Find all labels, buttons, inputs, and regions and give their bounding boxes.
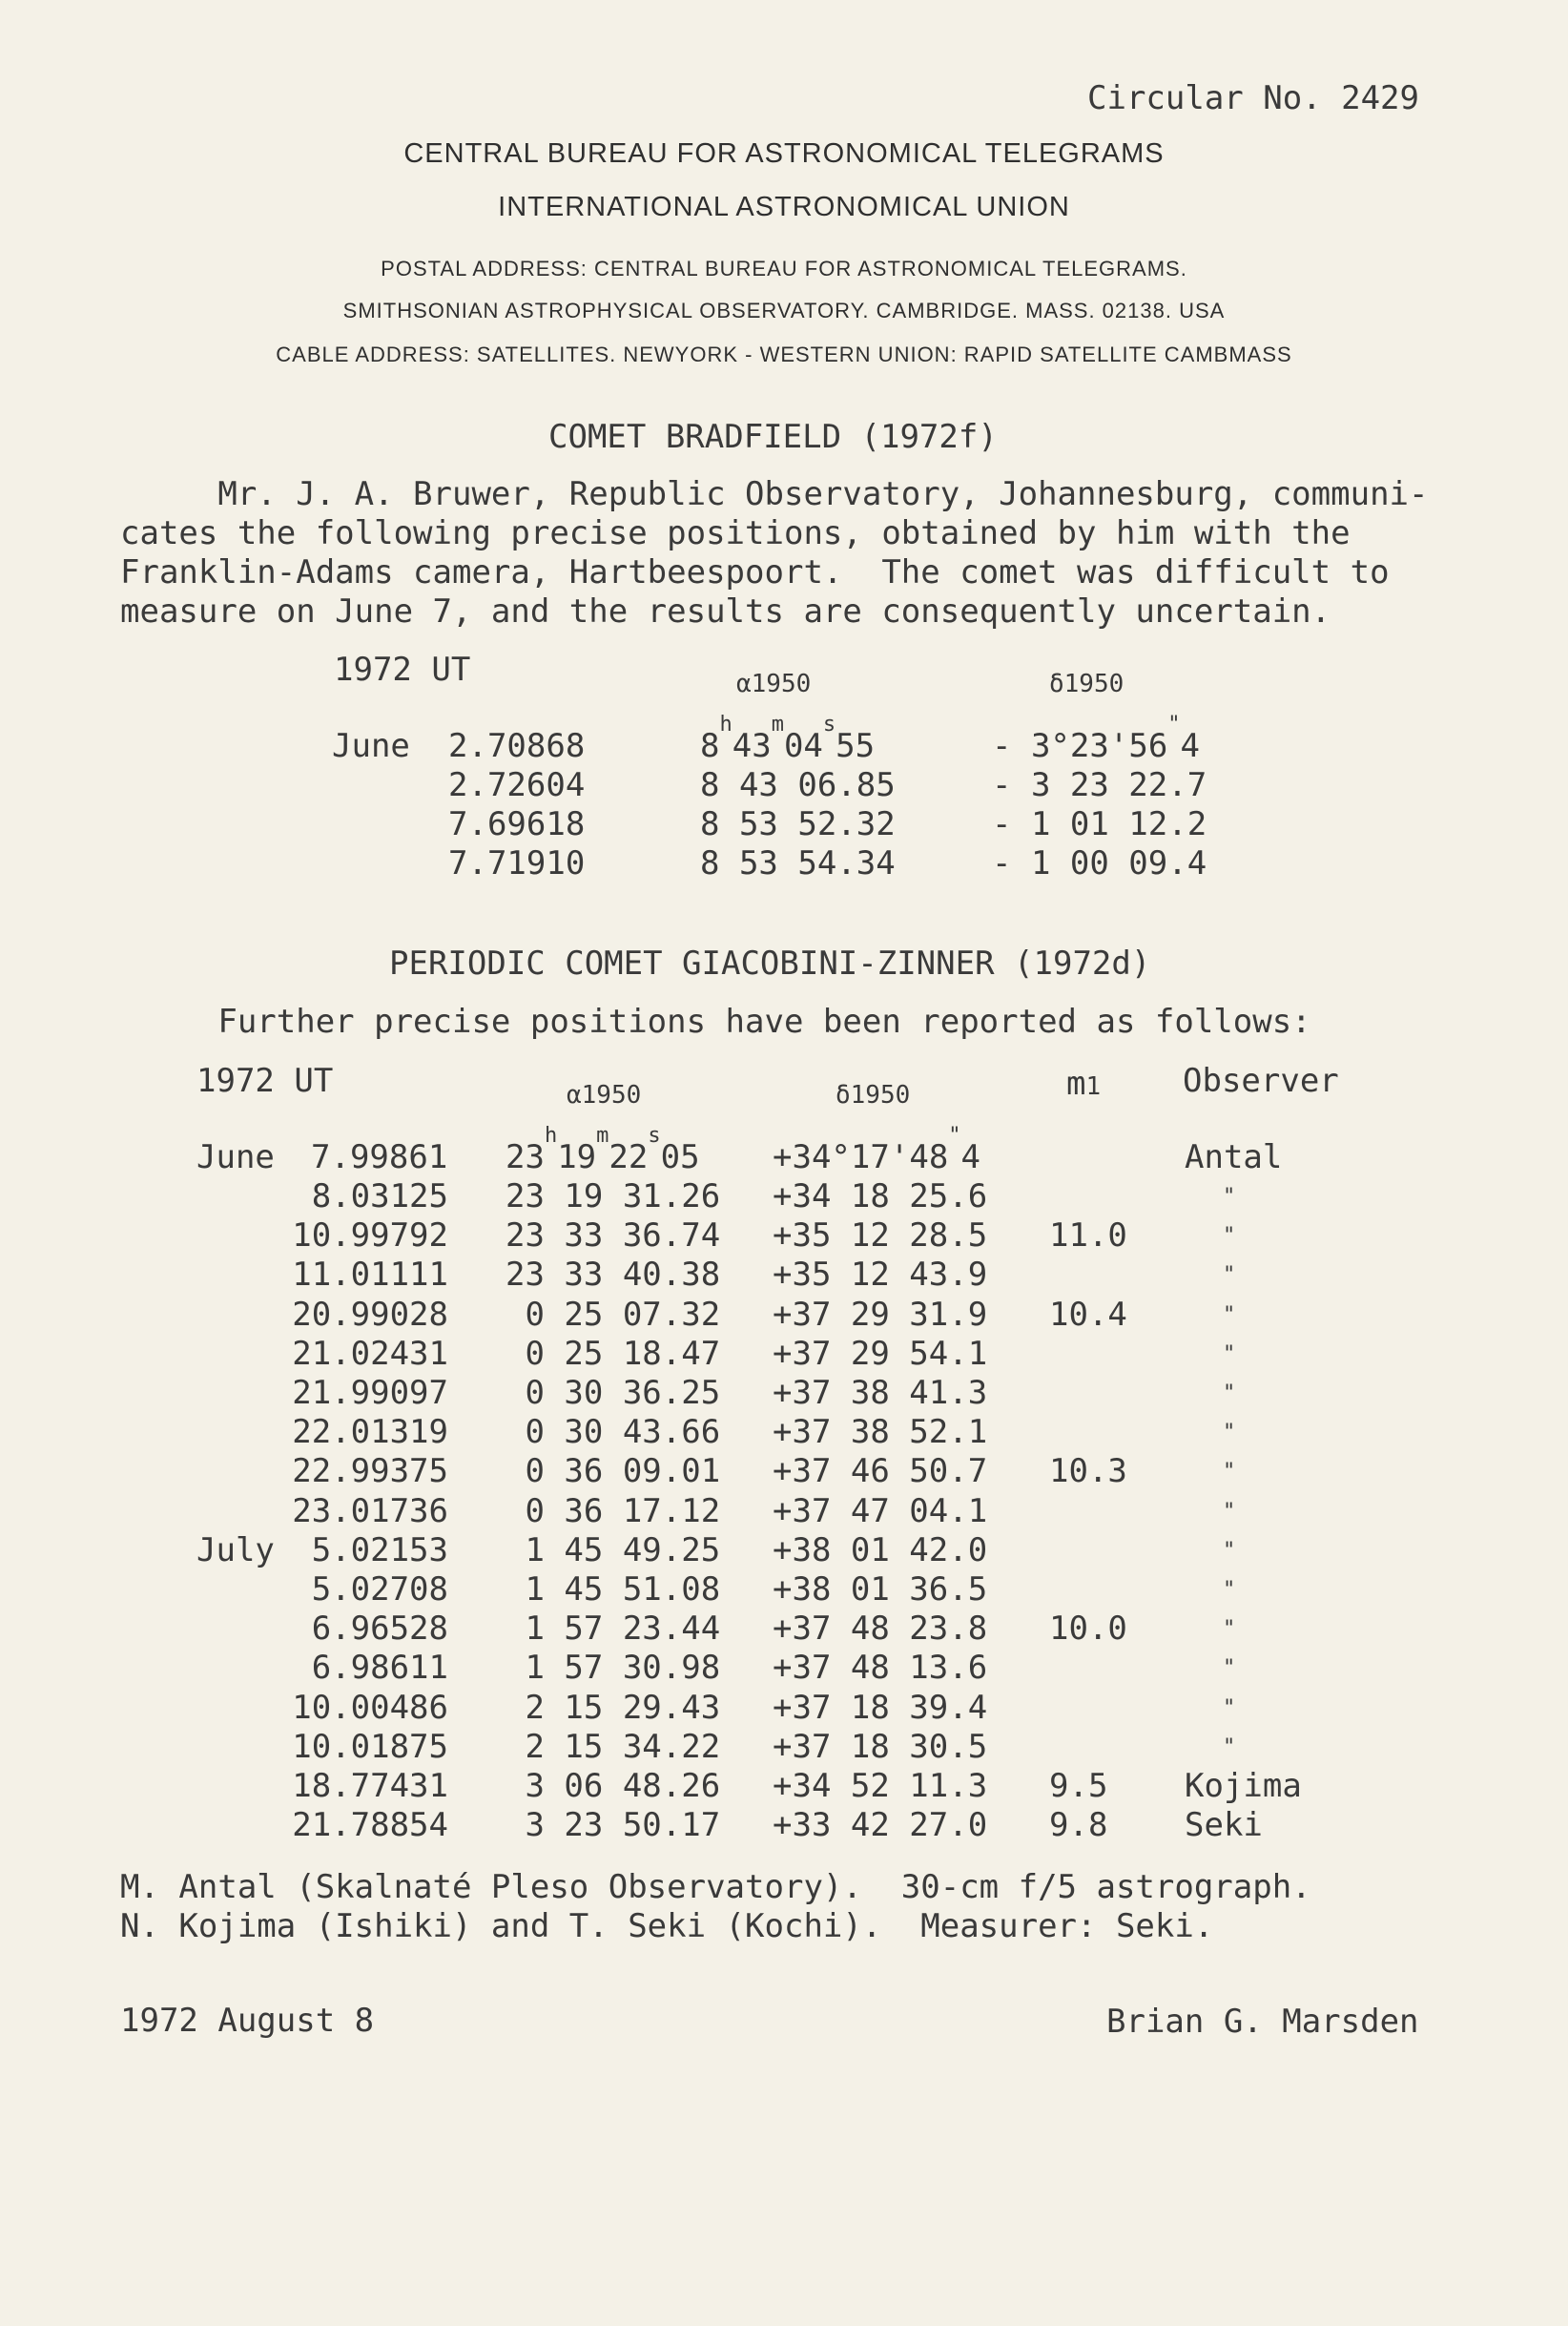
bradfield-row: 7.69618 8 53 52.32 - 1 01 12.2 [448, 805, 1207, 843]
row-observer: " [1223, 1342, 1236, 1366]
postal-address: POSTAL ADDRESS: CENTRAL BUREAU FOR ASTRONOMICAL TELEGRAMS. [381, 257, 1187, 280]
row-date: 5.02153 [311, 1531, 448, 1569]
giacobini-row [0, 1728, 1568, 1767]
org-title: CENTRAL BUREAU FOR ASTRONOMICAL TELEGRAMS [403, 138, 1165, 169]
row-ra: 0 25 18.47 [505, 1335, 721, 1373]
row-dec: +37 48 13.6 [773, 1649, 988, 1687]
bradfield-col-time: 1972 UT [334, 651, 471, 689]
observer-note-kojima-seki: N. Kojima (Ishiki) and T. Seki (Kochi). Measurer: Seki. [120, 1907, 1214, 1945]
row-observer: " [1223, 1735, 1236, 1759]
row-date: 10.01875 [292, 1728, 448, 1766]
row-dec: +37 47 04.1 [773, 1492, 988, 1530]
row-date: 18.77431 [292, 1767, 448, 1805]
row-ra: 23 19 31.26 [505, 1177, 721, 1215]
observer-note-antal: M. Antal (Skalnaté Pleso Observatory). 30-cm f/5 astrograph. [120, 1868, 1311, 1906]
giacobini-row [0, 1177, 1568, 1216]
row-dec: +33 42 27.0 [773, 1806, 988, 1844]
giacobini-title: PERIODIC COMET GIACOBINI-ZINNER (1972d) [389, 945, 1151, 983]
row-observer: Kojima [1185, 1767, 1302, 1805]
row-mag: 9.8 [1049, 1806, 1108, 1844]
row-observer: Seki [1185, 1806, 1263, 1844]
row-date: 6.98611 [311, 1649, 448, 1687]
giacobini-row: June 7.99861 23$^h$19$^m$22$^s$05 +34°17'48"4 Antal [196, 1124, 1283, 1176]
bradfield-col-alpha: α1950 [736, 670, 812, 698]
giacobini-col-mag: m1 [1066, 1065, 1102, 1103]
row-observer: " [1223, 1303, 1236, 1327]
row-observer: " [1223, 1578, 1236, 1602]
row-ra: 23 33 40.38 [505, 1256, 721, 1294]
giacobini-row [0, 1570, 1568, 1610]
row-date: 22.01319 [292, 1413, 448, 1451]
bradfield-col-delta: δ1950 [1049, 670, 1124, 698]
row-ra: 3 06 48.26 [505, 1767, 721, 1805]
row-month: July [196, 1531, 275, 1569]
row-ra: 1 57 30.98 [505, 1649, 721, 1687]
row-observer: " [1223, 1224, 1236, 1248]
row-ra: 2 15 29.43 [505, 1689, 721, 1727]
row-ra: 23 33 36.74 [505, 1216, 721, 1255]
row-date: 22.99375 [292, 1452, 448, 1490]
row-dec: +34 52 11.3 [773, 1767, 988, 1805]
giacobini-col-alpha: α1950 [567, 1081, 642, 1110]
row-observer: " [1223, 1421, 1236, 1444]
row-ra: 1 45 51.08 [505, 1570, 721, 1609]
giacobini-col-delta: δ1950 [836, 1081, 911, 1110]
row-ra: 0 36 17.12 [505, 1492, 721, 1530]
row-dec: +35 12 43.9 [773, 1256, 988, 1294]
row-ra: 0 30 43.66 [505, 1413, 721, 1451]
row-dec: +37 38 41.3 [773, 1374, 988, 1412]
giacobini-row [0, 1452, 1568, 1491]
row-observer: " [1223, 1539, 1236, 1563]
giacobini-col-observer: Observer [1183, 1062, 1339, 1100]
row-observer: " [1223, 1696, 1236, 1720]
row-ra: 3 23 50.17 [505, 1806, 721, 1844]
bradfield-row: 7.71910 8 53 54.34 - 1 00 09.4 [448, 844, 1207, 883]
row-mag: 11.0 [1049, 1216, 1127, 1255]
giacobini-dec-first: +34°17'48"4 [773, 1124, 981, 1176]
circular-number: Circular No. 2429 [1087, 79, 1419, 117]
row-ra: 1 45 49.25 [505, 1531, 721, 1569]
row-dec: +35 12 28.5 [773, 1216, 988, 1255]
row-mag: 10.4 [1049, 1296, 1127, 1334]
row-dec: +37 29 54.1 [773, 1335, 988, 1373]
giacobini-row [0, 1767, 1568, 1806]
row-date: 23.01736 [292, 1492, 448, 1530]
giacobini-row [0, 1531, 1568, 1570]
bradfield-dec-first: - 3°23'56"4 [992, 713, 1201, 765]
bradfield-row: 2.72604 8 43 06.85 - 3 23 22.7 [448, 766, 1207, 804]
row-observer: " [1223, 1381, 1236, 1405]
row-observer: " [1223, 1656, 1236, 1680]
giacobini-row [0, 1413, 1568, 1452]
row-ra: 0 25 07.32 [505, 1296, 721, 1334]
row-dec: +38 01 36.5 [773, 1570, 988, 1609]
giacobini-row [0, 1492, 1568, 1531]
row-date: 6.96528 [311, 1610, 448, 1648]
giacobini-row [0, 1256, 1568, 1295]
giacobini-row [0, 1374, 1568, 1413]
row-observer: " [1223, 1185, 1236, 1209]
bradfield-para-line1: Mr. J. A. Bruwer, Republic Observatory, Johannesburg, communi- [120, 475, 1429, 513]
bradfield-para-line2: cates the following precise positions, obtained by him with the [120, 514, 1351, 552]
row-dec: +38 01 42.0 [773, 1531, 988, 1569]
row-ra: 0 30 36.25 [505, 1374, 721, 1412]
giacobini-row [0, 1649, 1568, 1688]
giacobini-col-time: 1972 UT [196, 1062, 334, 1100]
row-dec: +37 18 39.4 [773, 1689, 988, 1727]
giacobini-intro: Further precise positions have been reported as follows: [120, 1003, 1311, 1041]
giacobini-row [0, 1335, 1568, 1374]
giacobini-row [0, 1296, 1568, 1335]
signature: Brian G. Marsden [1106, 2003, 1419, 2041]
row-ra: 2 15 34.22 [505, 1728, 721, 1766]
giacobini-row [0, 1806, 1568, 1845]
row-observer: " [1223, 1263, 1236, 1287]
cable-address: CABLE ADDRESS: SATELLITES. NEWYORK - WESTERN UNION: RAPID SATELLITE CAMBMASS [276, 343, 1292, 366]
giacobini-row [0, 1689, 1568, 1728]
row-observer: " [1223, 1500, 1236, 1524]
row-observer: " [1223, 1460, 1236, 1484]
giacobini-row [0, 1216, 1568, 1256]
giacobini-ra-first: 23$^h$19$^m$22$^s$05 [505, 1124, 700, 1176]
row-date: 10.99792 [292, 1216, 448, 1255]
row-dec: +37 29 31.9 [773, 1296, 988, 1334]
row-date: 20.99028 [292, 1296, 448, 1334]
row-dec: +34 18 25.6 [773, 1177, 988, 1215]
row-mag: 10.0 [1049, 1610, 1127, 1648]
row-dec: +37 38 52.1 [773, 1413, 988, 1451]
row-date: 21.78854 [292, 1806, 448, 1844]
row-dec: +37 48 23.8 [773, 1610, 988, 1648]
issue-date: 1972 August 8 [120, 2002, 375, 2040]
row-date: 21.02431 [292, 1335, 448, 1373]
row-mag: 9.5 [1049, 1767, 1108, 1805]
row-ra: 0 36 09.01 [505, 1452, 721, 1490]
row-date: 8.03125 [311, 1177, 448, 1215]
row-dec: +37 46 50.7 [773, 1452, 988, 1490]
row-date: 21.99097 [292, 1374, 448, 1412]
bradfield-para-line4: measure on June 7, and the results are consequently uncertain. [120, 592, 1331, 631]
row-ra: 1 57 23.44 [505, 1610, 721, 1648]
bradfield-ra-first: 8$^h$43$^m$04$^s$55 [700, 713, 876, 765]
observatory-address: SMITHSONIAN ASTROPHYSICAL OBSERVATORY. CAMBRIDGE. MASS. 02138. USA [342, 299, 1226, 322]
row-observer: " [1223, 1617, 1236, 1641]
bradfield-para-line3: Franklin-Adams camera, Hartbeespoort. The comet was difficult to [120, 553, 1390, 592]
bradfield-title: COMET BRADFIELD (1972f) [548, 418, 998, 456]
bradfield-row: June 2.70868 8$^h$43$^m$04$^s$55 - 3°23'56"4 [332, 713, 1201, 765]
row-dec: +37 18 30.5 [773, 1728, 988, 1766]
row-date: 11.01111 [292, 1256, 448, 1294]
giacobini-row [0, 1610, 1568, 1649]
row-date: 10.00486 [292, 1689, 448, 1727]
row-date: 5.02708 [311, 1570, 448, 1609]
row-mag: 10.3 [1049, 1452, 1127, 1490]
org-subtitle: INTERNATIONAL ASTRONOMICAL UNION [498, 192, 1070, 222]
